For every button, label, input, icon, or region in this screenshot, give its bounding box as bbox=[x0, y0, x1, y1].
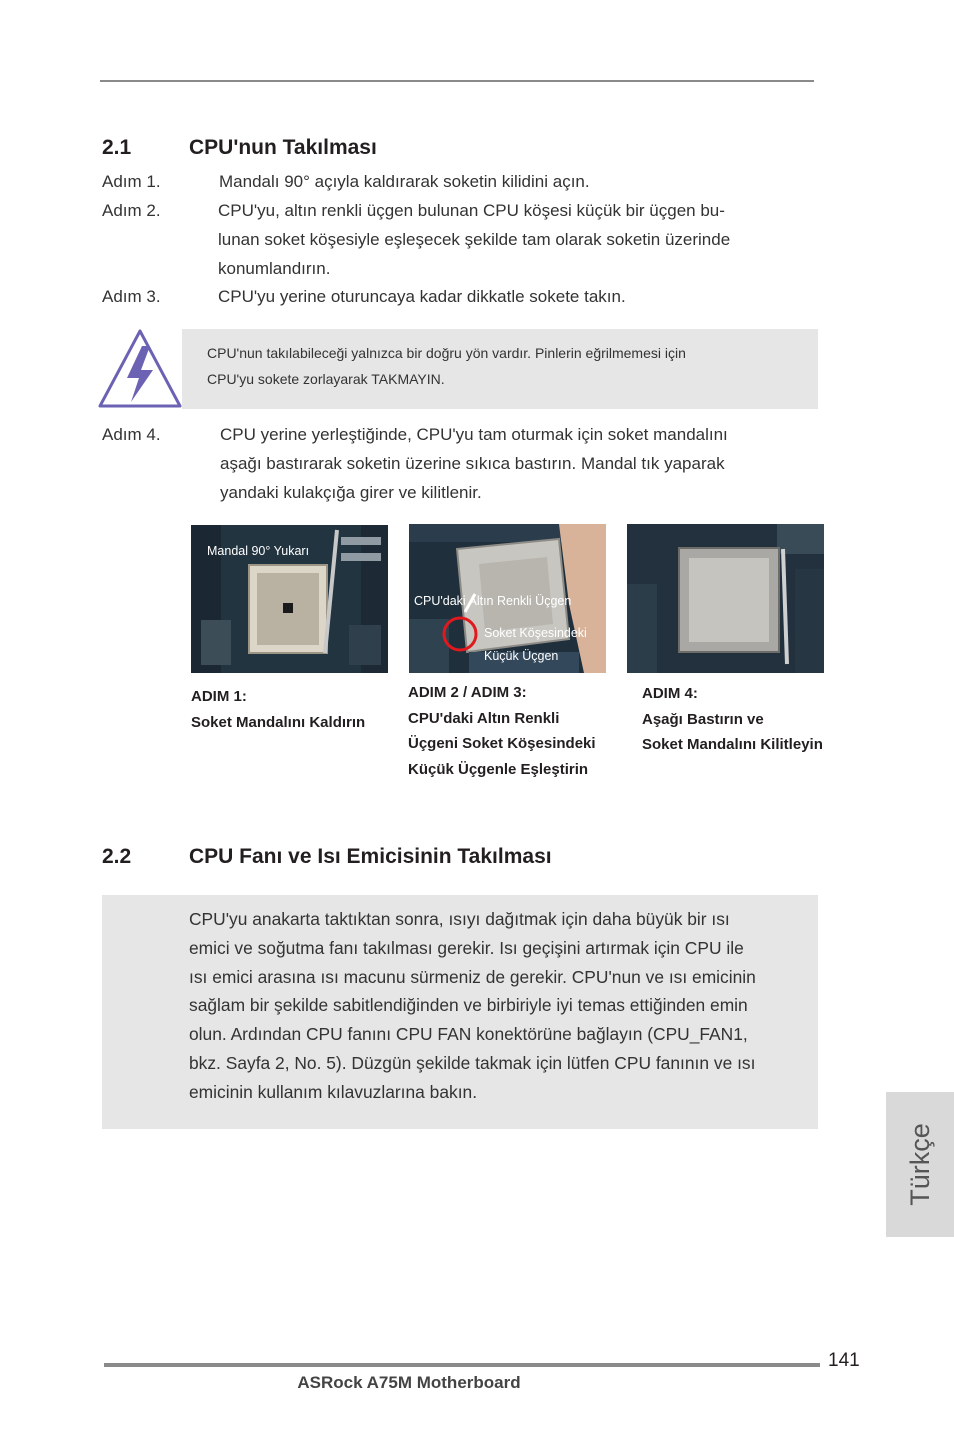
page-number: 141 bbox=[828, 1350, 860, 1371]
caption-1 bbox=[191, 684, 365, 735]
warning-text bbox=[207, 340, 802, 392]
caption-3-line: Soket Mandalını Kilitleyin bbox=[642, 736, 823, 753]
step-2-line: CPU'yu, altın renkli üçgen bulunan CPU köşesi küçük bir üçgen bu- bbox=[218, 201, 725, 220]
warning-line: CPU'nun takılabileceği yalnızca bir doğru yön vardır. Pinlerin eğrilmemesi için bbox=[207, 345, 686, 361]
fan-info-line: emicinin kullanım kılavuzlarına bakın. bbox=[189, 1081, 478, 1102]
footer-product-name: ASRock A75M Motherboard bbox=[297, 1373, 521, 1392]
fan-info-text bbox=[189, 905, 819, 1107]
photo-2-label-gold-triangle: CPU'daki Altın Renkli Üçgen bbox=[414, 594, 572, 608]
fan-info-line: bkz. Sayfa 2, No. 5). Düzgün şekilde takmak için lütfen CPU fanının ve ısı bbox=[189, 1052, 756, 1073]
step-1-label: Adım 1. bbox=[102, 172, 161, 191]
step-2-line: konumlandırın. bbox=[218, 259, 331, 278]
step-4-line: CPU yerine yerleştiğinde, CPU'yu tam oturmak için soket mandalını bbox=[220, 425, 728, 444]
section-2-number: 2.2 bbox=[102, 845, 132, 868]
section-1-number: 2.1 bbox=[102, 136, 132, 159]
photo-2-label-socket-corner: Soket Köşesindeki bbox=[484, 626, 587, 640]
step-2-line: lunan soket köşesiyle eşleşecek şekilde tam olarak soketin üzerinde bbox=[218, 230, 731, 249]
fan-info-line: sağlam bir şekilde sabitlendiğinden ve birbiriyle iyi temas ettiğinden emin bbox=[189, 995, 748, 1016]
step-3-label: Adım 3. bbox=[102, 287, 161, 306]
caption-2 bbox=[408, 680, 596, 782]
section-1-title: CPU'nun Takılması bbox=[189, 136, 377, 159]
caption-2-line: Üçgeni Soket Köşesindeki bbox=[408, 735, 596, 752]
caption-2-line: ADIM 2 / ADIM 3: bbox=[408, 684, 527, 701]
photo-1-label: Mandal 90° Yukarı bbox=[207, 544, 310, 558]
step-4-text bbox=[220, 420, 728, 507]
section-2-title: CPU Fanı ve Isı Emicisinin Takılması bbox=[189, 845, 552, 868]
step-3-line: CPU'yu yerine oturuncaya kadar dikkatle sokete takın. bbox=[218, 287, 626, 306]
caption-2-line: CPU'daki Altın Renkli bbox=[408, 709, 560, 727]
warning-line: CPU'yu sokete zorlayarak TAKMAYIN. bbox=[207, 371, 445, 387]
fan-info-line: CPU'yu anakarta taktıktan sonra, ısıyı dağıtmak için daha büyük bir ısı bbox=[189, 909, 730, 929]
caption-3-line: Aşağı Bastırın ve bbox=[642, 710, 764, 728]
caption-1-line: Soket Mandalını Kaldırın bbox=[191, 713, 366, 731]
caption-3 bbox=[642, 681, 823, 758]
step-1-line: Mandalı 90° açıyla kaldırarak soketin kilidini açın. bbox=[219, 172, 590, 191]
language-tab-label: Türkçe bbox=[904, 1123, 935, 1206]
photo-socket-locked bbox=[627, 524, 824, 673]
step-4-line: yandaki kulakçığa girer ve kilitlenir. bbox=[220, 483, 482, 502]
caption-2-line: Küçük Üçgenle Eşleştirin bbox=[408, 760, 589, 778]
caption-3-line: ADIM 4: bbox=[642, 685, 698, 702]
caption-1-line: ADIM 1: bbox=[191, 688, 247, 705]
step-3-text bbox=[218, 282, 626, 311]
step-1-text bbox=[219, 167, 590, 196]
fan-info-line: olun. Ardından CPU fanını CPU FAN konektörüne bağlayın (CPU_FAN1, bbox=[189, 1024, 748, 1045]
fan-info-line: ısı emici arasına ısı macunu sürmeniz de gerekir. CPU'nun ve ısı emicinin bbox=[189, 966, 756, 987]
step-4-line: aşağı bastırarak soketin üzerine sıkıca bastırın. Mandal tık yaparak bbox=[220, 454, 725, 473]
step-2-text bbox=[218, 196, 730, 283]
language-tab bbox=[886, 1092, 954, 1237]
photo-2-label-small-triangle: Küçük Üçgen bbox=[484, 649, 559, 663]
step-4-label: Adım 4. bbox=[102, 425, 161, 444]
top-rule bbox=[100, 80, 814, 82]
bottom-rule bbox=[104, 1363, 820, 1367]
warning-lightning-icon bbox=[96, 326, 184, 412]
step-2-label: Adım 2. bbox=[102, 201, 161, 220]
fan-info-line: emici ve soğutma fanı takılması gerekir. Isı geçişini artırmak için CPU ile bbox=[189, 937, 744, 958]
